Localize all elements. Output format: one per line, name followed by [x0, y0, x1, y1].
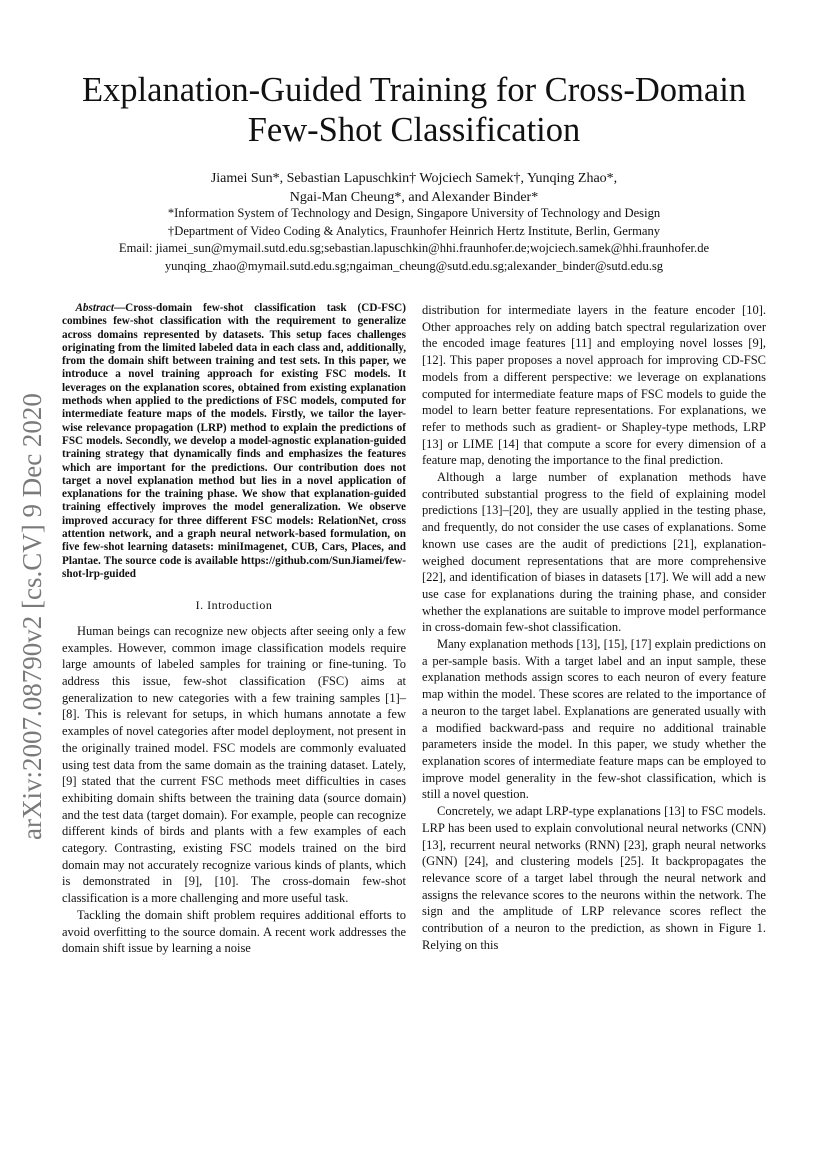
- author-list: [40, 169, 788, 207]
- abstract-text: —Cross-domain few-shot classification task (CD-FSC) combines few-shot classification with the requirement to generalize across domains represented by datasets. This setup faces challenges originating from the limited labeled data in each class and, additionally, from the domain shift between training and test sets. In this paper, we introduce a novel training approach for existing FSC models. It leverages on the explanation scores, obtained from existing explanation methods when applied to the predictions of FSC models, computed for intermediate feature maps of the models. Firstly, we tailor the layer-wise relevance propagation (LRP) method to explain the predictions of FSC models. Secondly, we develop a model-agnostic explanation-guided training strategy that dynamically finds and emphasizes the features which are important for the predictions. Our contribution does not target a novel explanation method but lies in a novel application of explanations for the training phase. We show that explanation-guided training effectively improves the model generalization. We observe improved accuracy for three different FSC models: RelationNet, cross attention network, and a graph neural network-based formulation, on five few-shot learning datasets: miniImagenet, CUB, Cars, Places, and Plantae. The source code is available https://github.com/SunJiamei/few-shot-lrp-guided: [62, 302, 406, 580]
- authors-line-2: Ngai-Man Cheung*, and Alexander Binder*: [289, 190, 539, 205]
- paper-title-line-2: Few-Shot Classification: [247, 111, 581, 149]
- right-column: [422, 302, 766, 953]
- affiliation-1: *Information System of Technology and Design, Singapore University of Technology and Design: [167, 206, 661, 220]
- email-line-2: yunqing_zhao@mymail.sutd.edu.sg;ngaiman_cheung@sutd.edu.sg;alexander_binder@sutd.edu.sg: [164, 258, 664, 273]
- section-heading-introduction: I. Introduction: [195, 598, 273, 613]
- intro-paragraph-1: Human beings can recognize new objects after seeing only a few examples. However, common image classification models require large amounts of labeled samples for training or fine-tuning. To address this issue, few-shot classification (FSC) aims at generalization to new categories with a few training samples [1]–[8]. This is relevant for setups, in which humans annotate a few examples of novel categories after model deployment, not present in the originally trained model. FSC models are commonly evaluated using test data from the same domain as the training dataset. Lately, [9] stated that the current FSC methods meet difficulties in cases exhibiting domain shifts between the training data (source domain) and the test data (target domain). For example, people can recognize different kinds of birds and plants with a few examples of each category. Contrasting, existing FSC models trained on the bird domain may not accurately recognize various kinds of plants, which is demonstrated in [9], [10]. The cross-domain few-shot classification is a more challenging and more useful task.: [62, 623, 406, 906]
- intro-paragraph-2-continued: distribution for intermediate layers in the feature encoder [10]. Other approaches rely on adding batch spectral regularization over the encoded image features [11] and employing novel losses [9], [12]. This paper proposes a novel approach for improving CD-FSC models from a different perspective: we leverage on explanations computed for intermediate feature maps of FSC models to guide the model to learn better feature representations. For explanations, we refer to methods such as gradient- or Shapley-type methods, LRP [13] or LIME [14] that compute a score for every dimension of a feature map, denoting the importance to the final prediction.: [422, 303, 766, 468]
- email-line-1: Email: jiamei_sun@mymail.sutd.edu.sg;sebastian.lapuschkin@hhi.fraunhofer.de;wojciech.samek@hhi.fraunhofer.de: [118, 241, 710, 255]
- intro-paragraph-3: Although a large number of explanation methods have contributed substantial progress to the field of explaining model predictions [13]–[20], they are usually applied in the testing phase, and frequently, do not consider the use cases of explanations. Some known use cases are the audit of predictions [21], explanation-weighed document representations that are more comprehensive [22], and identification of biases in datasets [17]. We will add a new use case for explanations during the training phase, and consider whether the explanations are suitable to improve model performance in cross-domain few-shot classification.: [422, 470, 766, 635]
- intro-paragraph-5: Concretely, we adapt LRP-type explanations [13] to FSC models. LRP has been used to explain convolutional neural networks (CNN) [13], recurrent neural networks (RNN) [23], graph neural networks (GNN) [24], and clustering models [25]. It backpropagates the relevance score of a target label through the neural network and assigns the relevance scores to the neurons within the network. The sign and the amplitude of LRP relevance scores reflect the contribution of a neuron to the prediction, as shown in Figure 1. Relying on this: [422, 804, 766, 952]
- authors-line-1: Jiamei Sun*, Sebastian Lapuschkin† Wojciech Samek†, Yunqing Zhao*,: [210, 171, 618, 186]
- intro-paragraph-2: Tackling the domain shift problem requires additional efforts to avoid overfitting to the source domain. A recent work addresses the domain shift issue by learning a noise: [62, 907, 406, 956]
- abstract: [62, 302, 406, 581]
- affiliation-2: †Department of Video Coding & Analytics, Fraunhofer Heinrich Hertz Institute, Berlin, Germany: [167, 223, 661, 238]
- intro-paragraph-4: Many explanation methods [13], [15], [17] explain predictions on a per-sample basis. With a target label and an input sample, these explanation methods assign scores to each neuron of every feature map within the model. These scores are related to the importance of a neuron to the target label. Explanations are generated usually with a modified backward-pass and require no additional trainable parameters inside the model. In this paper, we study whether the explanation scores of intermediate feature maps can be employed to improve model generality in the few-shot classification, which is still a novel question.: [422, 637, 766, 802]
- paper-title: [40, 70, 788, 150]
- affiliations: [40, 205, 788, 275]
- arxiv-identifier: arXiv:2007.08790v2 [cs.CV] 9 Dec 2020: [17, 393, 47, 840]
- left-column: [62, 302, 406, 957]
- paper-title-line-1: Explanation-Guided Training for Cross-Domain: [81, 71, 747, 109]
- abstract-label: Abstract: [75, 302, 114, 314]
